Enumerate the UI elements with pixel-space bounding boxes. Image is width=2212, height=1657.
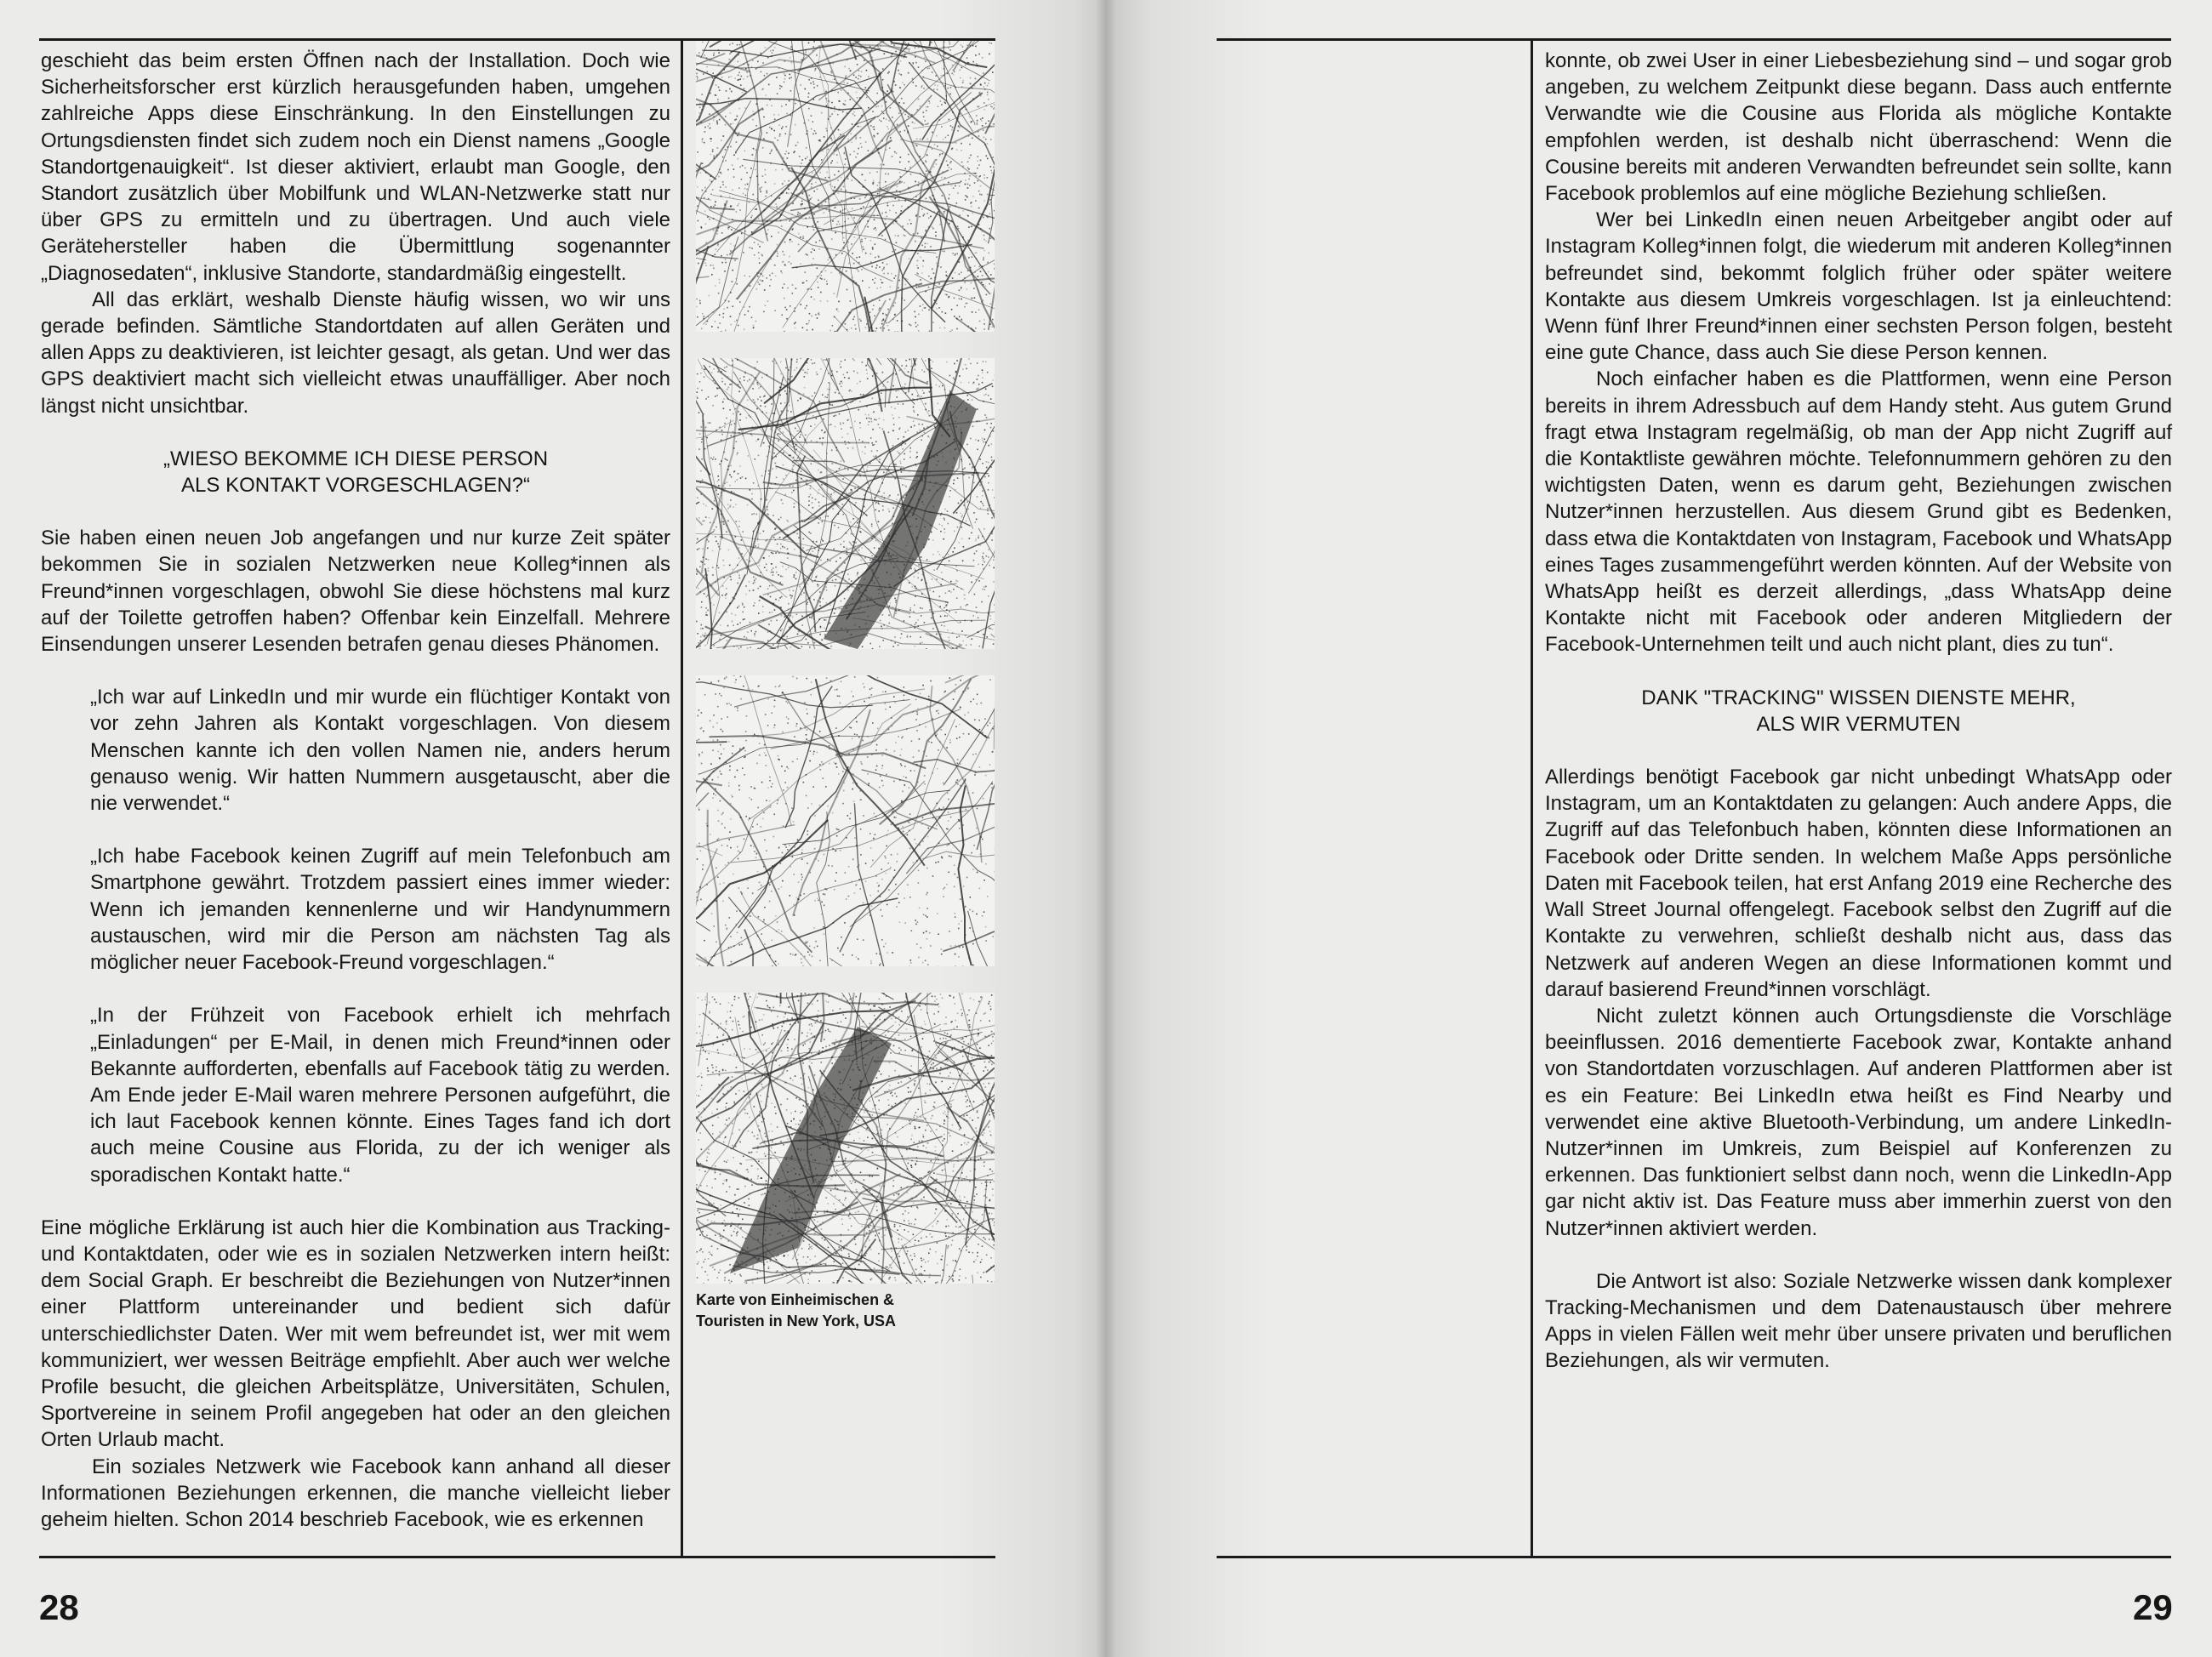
section-heading-line: „WIESO BEKOMME ICH DIESE PERSON <box>162 447 549 470</box>
paragraph: Die Antwort ist also: Soziale Netzwerke wissen dank komplexer Tracking-Mechanismen und dem Datenaustausch über mehrere Apps in vielen Fällen weit mehr über unsere privaten und beruflichen Beziehungen, als wir vermuten. <box>1545 1269 2172 1373</box>
section-heading-line: DANK "TRACKING" WISSEN DIENSTE MEHR, <box>1641 686 2076 709</box>
bottom-rule-left <box>39 1556 995 1558</box>
book-gutter-shadow <box>1096 0 1116 1657</box>
left-text-column <box>41 48 670 1533</box>
paragraph: Allerdings benötigt Facebook gar nicht unbedingt WhatsApp oder Instagram, um an Kontaktdaten zu gelangen: Auch andere Apps, die Zugriff auf das Telefonbuch haben, könnten diese Informationen an Facebook oder Dritte senden. In welchem Maße Apps persönliche Daten mit Facebook teilen, hat erst Anfang 2019 eine Recherche des Wall Street Journal offengelegt. Facebook selbst den Zugriff auf die Kontakte zu verwehren, schließt deshalb nicht aus, dass das Netzwerk auf anderen Wegen an diese Informationen kommt und darauf basierend Freund*innen vorschlägt. <box>1545 766 2172 1001</box>
right-page <box>1106 0 2212 1657</box>
map-image-3 <box>696 675 995 966</box>
map-image-1 <box>696 41 995 332</box>
map-texture-2 <box>696 358 995 649</box>
section-heading-line: ALS KONTAKT VORGESCHLAGEN?“ <box>181 474 530 498</box>
map-image-2 <box>696 358 995 649</box>
section-heading-line: ALS WIR VERMUTEN <box>1756 712 1961 736</box>
page-number-right: 29 <box>2133 1587 2173 1627</box>
paragraph: Wer bei LinkedIn einen neuen Arbeitgeber angibt oder auf Instagram Kolleg*innen folgt, die wiederum mit anderen Kolleg*innen befreundet sind, bekommt folglich früher oder später weitere Kontakte aus diesem Umkreis vorgeschlagen. Ist ja einleuchtend: Wenn fünf Ihrer Freund*innen einer sechsten Person folgen, besteht eine gute Chance, dass auch Sie diese Person kennen. <box>1545 208 2172 365</box>
top-rule-right <box>1217 38 2171 41</box>
paragraph: Sie haben einen neuen Job angefangen und nur kurze Zeit später bekommen Sie in sozialen Netzwerken neue Kolleg*innen als Freund*innen vorgeschlagen, obwohl Sie diese höchstens mal kurz auf der Toilette getroffen haben? Offenbar kein Einzelfall. Mehrere Einsendungen unserer Lesenden betrafen genau dieses Phänomen. <box>41 527 670 657</box>
reader-quote: „In der Frühzeit von Facebook erhielt ich mehrfach „Einladungen“ per E-Mail, in denen mich Freund*innen oder Bekannte aufforderten, ebenfalls auf Facebook tätig zu werden. Am Ende jeder E-Mail waren mehrere Personen aufgeführt, die ich laut Facebook kennen könnte. Eines Tages fand ich dort auch meine Cousine aus Florida, zu der ich weniger als sporadischen Kontakt hatte.“ <box>90 1004 670 1187</box>
reader-quote: „Ich habe Facebook keinen Zugriff auf mein Telefonbuch am Smartphone gewährt. Trotzdem passiert eines immer wieder: Wenn ich jemanden kennenlerne und wir Handynummern austauschen, wird mir die Person am nächsten Tag als möglicher neuer Facebook-Freund vorgeschlagen.“ <box>90 845 670 975</box>
column-divider-left <box>681 38 683 1558</box>
image-caption: Karte von Einheimischen & Touristen in New York, USA <box>696 1291 897 1330</box>
page-number-left: 28 <box>39 1587 79 1627</box>
map-image-4 <box>696 993 995 1284</box>
bottom-rule-right <box>1217 1556 2171 1558</box>
map-texture-1 <box>696 41 995 332</box>
map-texture-3 <box>696 675 995 966</box>
paragraph: Eine mögliche Erklärung ist auch hier die Kombination aus Tracking- und Kontaktdaten, oder wie es in sozialen Netzwerken intern heißt: dem Social Graph. Er beschreibt die Beziehungen von Nutzer*innen einer Plattform untereinander und bedient sich dafür unterschiedlichster Daten. Wer mit wem befreundet ist, wer mit wem kommuniziert, wer wessen Beiträge empfiehlt. Aber auch wer welche Profile besucht, die gleichen Arbeitsplätze, Universitäten, Schulen, Sportvereine in seinem Profil angegeben hat oder an den gleichen Orten Urlaub macht. <box>41 1216 670 1452</box>
paragraph: All das erklärt, weshalb Dienste häufig wissen, wo wir uns gerade befinden. Sämtliche Standortdaten auf allen Geräten und allen Apps zu deaktivieren, ist leichter gesagt, als getan. Und wer das GPS deaktiviert macht sich vielleicht etwas unauffälliger. Aber noch längst nicht unsichtbar. <box>41 288 670 418</box>
paragraph: konnte, ob zwei User in einer Liebesbeziehung sind – und sogar grob angeben, zu welchem Zeitpunkt diese begann. Dass auch entfernte Verwandte wie die Cousine aus Florida als mögliche Kontakte empfohlen werden, ist deshalb nicht überraschend: Wenn die Cousine bereits mit anderen Verwandten befreundet sein sollte, kann Facebook problemlos auf eine mögliche Beziehung schließen. <box>1545 49 2172 206</box>
paragraph: geschieht das beim ersten Öffnen nach der Installation. Doch wie Sicherheitsforscher erst kürzlich herausgefunden haben, umgehen zahlreiche Apps diese Einschränkung. In den Einstellungen zu Ortungsdiensten findet sich zudem noch ein Dienst namens „Google Standortgenauigkeit“. Ist dieser aktiviert, erlaubt man Google, den Standort zusätzlich über Mobilfunk und WLAN-Netzwerke statt nur über GPS zu ermitteln und zu übertragen. Und auch viele Gerätehersteller haben die Übermittlung sogenannter „Diagnosedaten“, inklusive Standorte, standardmäßig eingestellt. <box>41 49 670 285</box>
paragraph: Noch einfacher haben es die Plattformen, wenn eine Person bereits in ihrem Adressbuch auf dem Handy steht. Aus gutem Grund fragt etwa Instagram regelmäßig, ob man der App nicht Zugriff auf die Kontaktliste gewähren möchte. Telefonnummern gehören zu den wichtigsten Daten, wenn es darum geht, Beziehungen zwischen Nutzer*innen herzustellen. Aus diesem Grund gibt es Bedenken, dass etwa die Kontaktdaten von Instagram, Facebook und WhatsApp eines Tages zusammengeführt werden könnten. Auf der Website von WhatsApp heißt es derzeit allerdings, „dass WhatsApp deine Kontakte nicht mit Facebook oder anderen Mitgliedern der Facebook-Unternehmen teilt und auch nicht plant, dies zu tun“. <box>1545 367 2172 657</box>
paragraph: Nicht zuletzt können auch Ortungsdienste die Vorschläge beeinflussen. 2016 dementierte Facebook zwar, Kontakte anhand von Standortdaten vorzuschlagen. Auf anderen Plattformen aber ist es ein Feature: Bei LinkedIn etwa heißt es Find Nearby und verwendet eine aktive Bluetooth-Verbindung, um andere LinkedIn-Nutzer*innen im Umkreis, zum Beispiel auf Konferenzen zu erkennen. Das funktioniert selbst dann noch, wenn die LinkedIn-App gar nicht aktiv ist. Das Feature muss aber immerhin zuerst von den Nutzer*innen aktiviert werden. <box>1545 1004 2172 1240</box>
map-texture-4 <box>696 993 995 1284</box>
paragraph: Ein soziales Netzwerk wie Facebook kann anhand all dieser Informationen Beziehungen erkennen, die manche vielleicht lieber geheim hielten. Schon 2014 beschrieb Facebook, wie es erkennen <box>41 1455 670 1531</box>
right-text-column <box>1545 48 2172 1375</box>
reader-quote: „Ich war auf LinkedIn und mir wurde ein flüchtiger Kontakt von vor zehn Jahren als Kontakt vorgeschlagen. Von diesem Menschen kannte ich den vollen Namen nie, anders herum genauso wenig. Wir hatten Nummern ausgetauscht, aber die nie verwendet.“ <box>90 686 670 816</box>
column-divider-right <box>1531 38 1533 1558</box>
